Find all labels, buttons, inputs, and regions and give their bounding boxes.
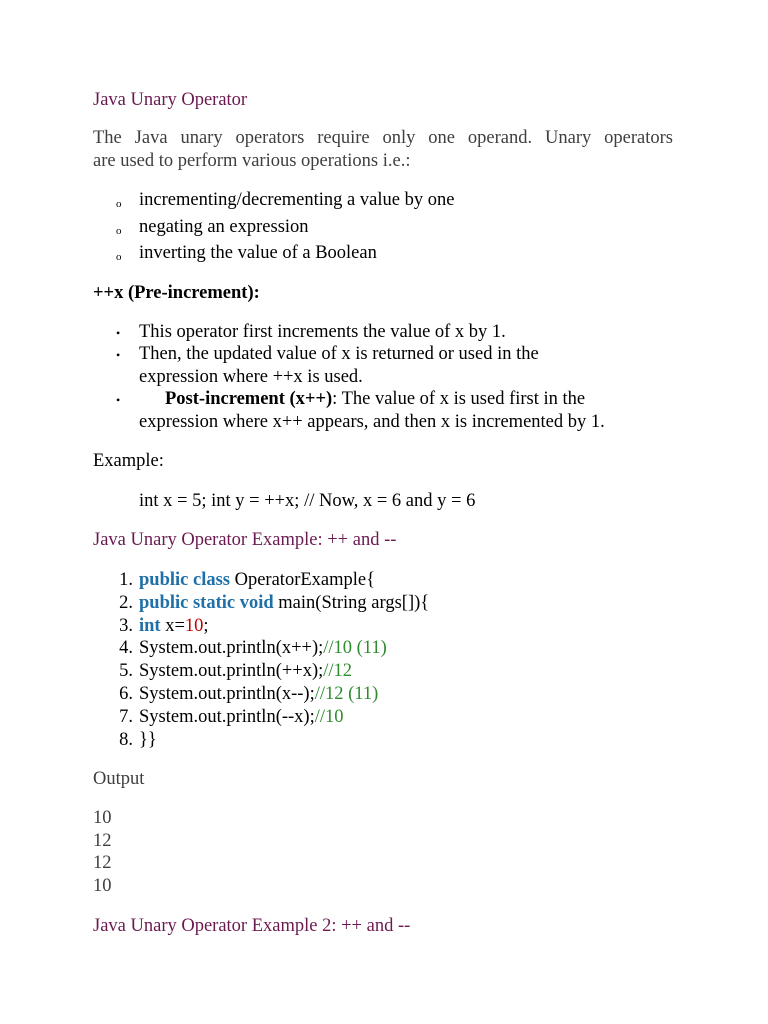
code-line (139, 569, 375, 591)
pre-point-3-line-2: expression where x++ appears, and then x is incremented by 1. (139, 412, 605, 432)
section-heading-example: Java Unary Operator Example: ++ and -- (93, 530, 397, 550)
code-line-number: 4. (119, 638, 133, 658)
code-line (139, 592, 429, 614)
circle-bullet: o (116, 225, 122, 237)
output-value: 12 (93, 831, 112, 851)
pre-increment-heading: ++x (Pre-increment): (93, 283, 260, 303)
code-line-number: 7. (119, 707, 133, 727)
code-line (139, 683, 378, 705)
post-increment-term: Post-increment (x++) (165, 389, 333, 409)
pre-point-2-line-2: expression where ++x is used. (139, 367, 363, 387)
dot-bullet: • (116, 393, 121, 407)
pre-point-1: This operator first increments the value of x by 1. (139, 322, 506, 342)
output-value: 12 (93, 853, 112, 873)
section-heading-unary: Java Unary Operator (93, 90, 248, 110)
output-value: 10 (93, 808, 112, 828)
dot-bullet: • (116, 326, 121, 340)
circle-bullet: o (116, 198, 122, 210)
code-line (139, 637, 387, 659)
code-line-number: 1. (119, 570, 133, 590)
code-text: System.out.println(--x); (139, 707, 315, 727)
code-comment: //12 (323, 661, 353, 681)
use-item: negating an expression (139, 217, 309, 237)
intro-line-1: The Java unary operators require only one operand. Unary operators (93, 128, 673, 148)
code-keyword: int (139, 616, 161, 636)
code-text: x= (160, 616, 185, 636)
post-increment-desc: : The value of x is used first in the (332, 389, 586, 409)
code-line (139, 615, 209, 637)
code-comment: //12 (11) (314, 684, 379, 704)
output-label: Output (93, 769, 145, 789)
code-line-number: 6. (119, 684, 133, 704)
example-code: int x = 5; int y = ++x; // Now, x = 6 and y = 6 (139, 491, 476, 511)
code-line-number: 5. (119, 661, 133, 681)
example-label: Example: (93, 451, 164, 471)
code-keyword: public class (139, 570, 230, 590)
code-text: System.out.println(x++); (139, 638, 324, 658)
code-line-number: 2. (119, 593, 133, 613)
code-line-number: 8. (119, 730, 133, 750)
code-line (139, 706, 344, 728)
pre-point-2-line-1: Then, the updated value of x is returned or used in the (139, 344, 539, 364)
circle-bullet: o (116, 251, 122, 263)
code-line: }} (139, 730, 157, 750)
code-text: ; (203, 616, 209, 636)
intro-line-2: are used to perform various operations i.e.: (93, 151, 411, 171)
code-comment: //10 (11) (323, 638, 387, 658)
code-number: 10 (184, 616, 204, 636)
section-heading-example-2: Java Unary Operator Example 2: ++ and -- (93, 916, 411, 936)
code-text: System.out.println(++x); (139, 661, 324, 681)
code-text: OperatorExample{ (229, 570, 375, 590)
pre-point-3-line-1 (165, 388, 585, 410)
use-item: incrementing/decrementing a value by one (139, 190, 455, 210)
code-line-number: 3. (119, 616, 133, 636)
code-line (139, 660, 352, 682)
dot-bullet: • (116, 348, 121, 362)
code-comment: //10 (314, 707, 344, 727)
use-item: inverting the value of a Boolean (139, 243, 377, 263)
output-value: 10 (93, 876, 112, 896)
code-text: System.out.println(x--); (139, 684, 315, 704)
code-keyword: public static void (139, 593, 274, 613)
code-text: main(String args[]){ (273, 593, 430, 613)
